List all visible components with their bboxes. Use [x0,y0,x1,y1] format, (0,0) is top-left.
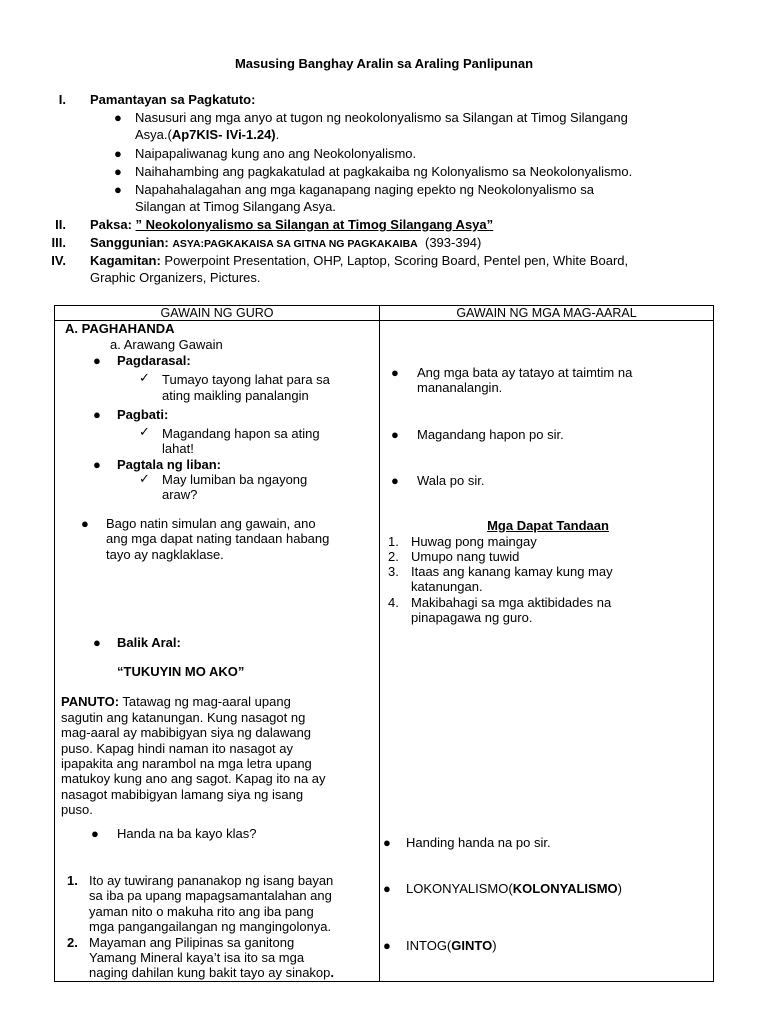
rule-4-line-1: Makibahagi sa mga aktibidades na [411,595,612,610]
panuto-line-6: matukoy kung ano ang sagot. Kapag ito na ay [61,771,326,786]
panuto-line-2: sagutin ang katanungan. Kung nasagot ng [61,710,306,725]
handa-question: Handa na ba kayo klas? [117,826,257,841]
response-1-line-1: Ang mga bata ay tatayo at taimtim na [417,365,633,380]
pagbati-line-2: lahat! [162,441,194,456]
balik-aral-label: Balik Aral: [117,635,181,650]
handing-response: Handing handa na po sir. [406,835,551,850]
panuto-line-4: puso. Kapag hindi naman ito nasagot ay [61,741,294,756]
section-4-row [90,253,628,268]
question-2-period: . [330,965,335,980]
pagbati-label: Pagbati: [117,407,169,422]
pagdarasal-line-1: Tumayo tayong lahat para sa [162,372,330,387]
bago-line-2: ang mga dapat nating tandaan habang [106,531,330,546]
panuto-line-7: nasagot mabibigyan lamang siya ng isang [61,787,304,802]
section-3-row [90,235,481,252]
bullet-icon: ● [114,110,122,125]
bullet-icon: ● [391,427,399,442]
pagdarasal-line-2: ating maikling panalangin [162,388,309,403]
header-guro: GAWAIN NG GURO [55,306,380,321]
bullet-icon: ● [383,881,391,896]
bullet-icon: ● [93,407,101,422]
bullet-icon: ● [114,146,122,161]
section-1-label: Pamantayan sa Pagkatuto: [90,92,256,107]
objective-2: Naipapaliwanag kung ano ang Neokolonyalismo. [135,146,417,161]
objective-1-period: . [275,127,280,142]
section-1-number: I. [58,92,66,107]
paghahanda-heading: A. PAGHAHANDA [65,321,175,336]
answer-1-correct: KOLONYALISMO [512,881,618,896]
section-3-pages: (393-394) [424,235,482,250]
section-4-number: IV. [51,253,66,268]
question-1-line-2: sa iba pa upang mapagsamantalahan ang [89,888,332,903]
section-2-value: ” Neokolonyalismo sa Silangan at Timog Silangang Asya” [135,217,494,232]
bago-line-1: Bago natin simulan ang gawain, ano [106,516,316,531]
pagtala-line-1: May lumiban ba ngayong [162,472,308,487]
question-2-line-3 [89,965,334,980]
answer-1 [406,881,622,896]
response-2: Magandang hapon po sir. [417,427,564,442]
rule-4-line-2: pinapagawa ng guro. [411,610,533,625]
section-2-label: Paksa: [90,217,132,232]
bullet-icon: ● [93,353,101,368]
bullet-icon: ● [91,826,99,841]
bullet-icon: ● [93,635,101,650]
bago-line-3: tayo ay nagklaklase. [106,547,224,562]
checkmark-icon: ✓ [139,424,150,439]
bullet-icon: ● [391,365,399,380]
response-1-line-2: mananalangin. [417,380,503,395]
page-title: Masusing Banghay Aralin sa Araling Panlipunan [234,56,534,71]
rule-3-line-1: Itaas ang kanang kamay kung may [411,564,613,579]
objective-1-code: Ap7KIS- IVi-1.24) [171,127,276,142]
bullet-icon: ● [383,835,391,850]
section-3-label: Sanggunian: [90,235,169,250]
rule-2-number: 2. [388,549,399,564]
section-3-number: III. [51,235,66,250]
section-3-value: ASYA:PAGKAKAISA SA GITNA NG PAGKAKAIBA [172,238,418,250]
checkmark-icon: ✓ [139,370,150,385]
tukuyin-mo-ako: “TUKUYIN MO AKO” [117,664,245,679]
bullet-icon: ● [114,164,122,179]
pagbati-line-1: Magandang hapon sa ating [162,426,320,441]
header-magaaral: GAWAIN NG MGA MAG-AARAL [380,306,714,321]
rule-1-number: 1. [388,534,399,549]
dapat-tandaan-title: Mga Dapat Tandaan [487,518,609,533]
section-4-value-line-2: Graphic Organizers, Pictures. [90,270,261,285]
pagtala-line-2: araw? [162,487,198,502]
answer-2-scrambled: INTOG( [406,938,452,953]
bullet-icon: ● [383,938,391,953]
objective-1-line-2 [135,127,279,142]
objective-1-line-1: Nasusuri ang mga anyo at tugon ng neokolonyalismo sa Silangan at Timog Silangang [135,110,628,125]
panuto-label: PANUTO: [61,694,120,709]
panuto-line-1 [61,694,291,709]
guro-column [55,321,380,982]
bullet-icon: ● [81,516,89,531]
question-2-line-1: Mayaman ang Pilipinas sa ganitong [89,935,295,950]
question-1-number: 1. [67,873,78,888]
question-1-line-4: mga pangangailangan ng mangingolonya. [89,919,332,934]
panuto-text: Tatawag ng mag-aaral upang [119,694,291,709]
panuto-line-8: puso. [61,802,93,817]
question-2-line-2: Yamang Mineral kaya’t isa ito sa mga [89,950,305,965]
question-2-number: 2. [67,935,78,950]
lesson-table [54,305,714,982]
question-1-line-3: yaman nito o makuha rito ang iba pang [89,904,314,919]
section-4-value-line-1: Powerpoint Presentation, OHP, Laptop, Scoring Board, Pentel pen, White Board, [164,253,629,268]
panuto-line-5: ipapakita ang narambol na mga letra upang [61,756,312,771]
pagdarasal-label: Pagdarasal: [117,353,191,368]
section-2-row [90,217,493,232]
arawang-gawain: a. Arawang Gawain [110,337,223,352]
question-2-line-3-text: naging dahilan kung bakit tayo ay sinakop [89,965,331,980]
objective-4-line-2: Silangan at Timog Silangang Asya. [135,199,336,214]
answer-2 [406,938,497,953]
bullet-icon: ● [93,457,101,472]
question-1-line-1: Ito ay tuwirang pananakop ng isang bayan [89,873,334,888]
answer-1-close: ) [617,881,623,896]
rule-1: Huwag pong maingay [411,534,537,549]
answer-2-close: ) [492,938,497,953]
checkmark-icon: ✓ [139,471,150,486]
response-3: Wala po sir. [417,473,485,488]
rule-4-number: 4. [388,595,399,610]
answer-1-scrambled: LOKONYALISMO( [406,881,513,896]
objective-1-text: Asya.( [135,127,172,142]
panuto-line-3: mag-aaral ay mabibigyan siya ng dalawang [61,725,312,740]
rule-2: Umupo nang tuwid [411,549,520,564]
pagtala-label: Pagtala ng liban: [117,457,222,472]
section-4-label: Kagamitan: [90,253,161,268]
magaaral-column [380,321,714,982]
answer-2-correct: GINTO [451,938,493,953]
rule-3-number: 3. [388,564,399,579]
rule-3-line-2: katanungan. [411,579,483,594]
bullet-icon: ● [114,182,122,197]
bullet-icon: ● [391,473,399,488]
section-2-number: II. [55,217,66,232]
objective-3: Naihahambing ang pagkakatulad at pagkakaiba ng Kolonyalismo sa Neokolonyalismo. [135,164,633,179]
objective-4-line-1: Napahahalagahan ang mga kaganapang naging epekto ng Neokolonyalismo sa [135,182,594,197]
